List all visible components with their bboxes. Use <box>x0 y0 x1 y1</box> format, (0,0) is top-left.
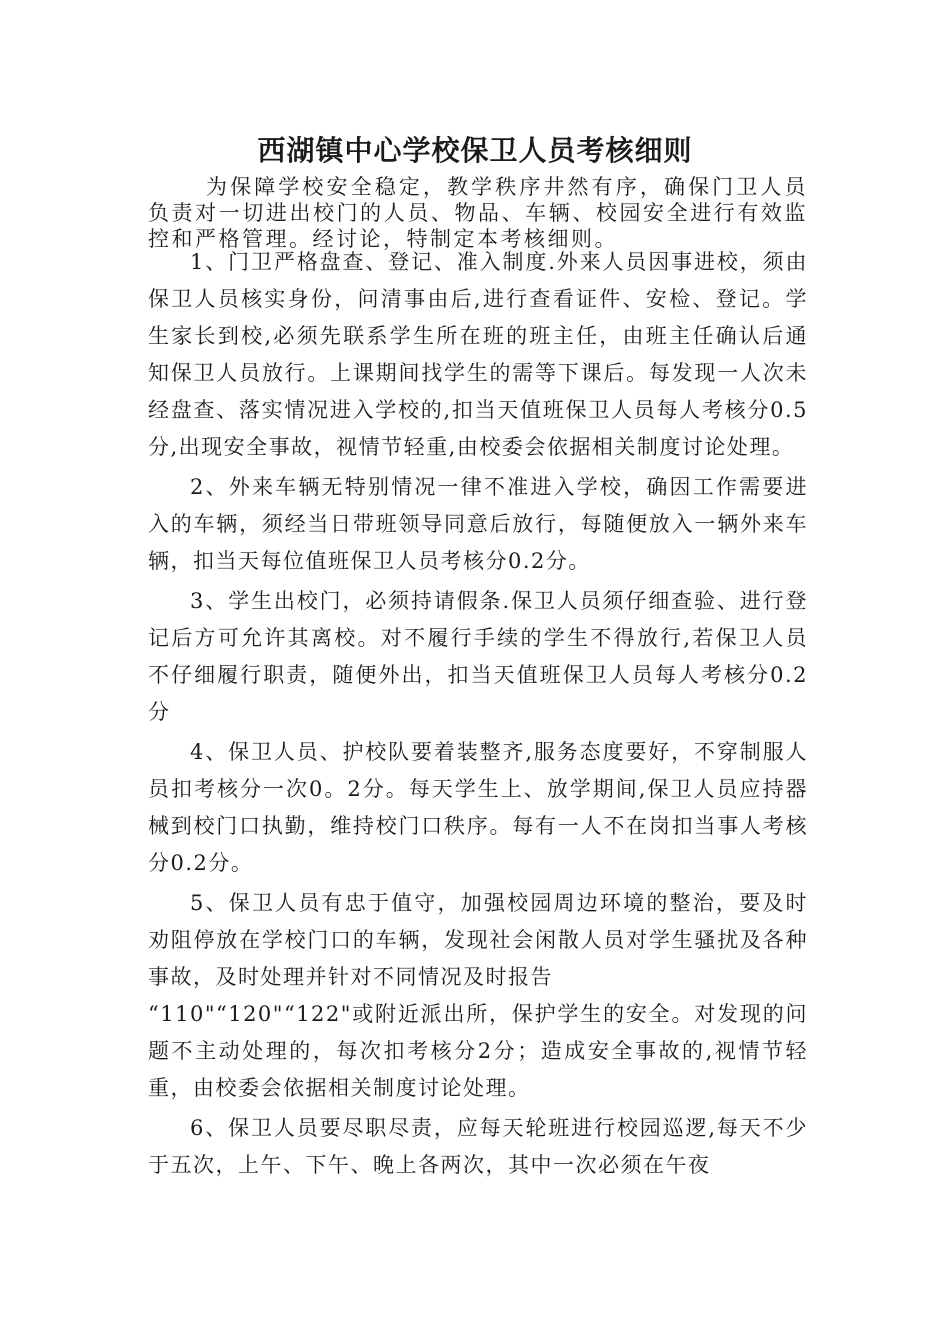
clause-5-part-1: 5、保卫人员有忠于值守，加强校园周边环境的整治，要及时劝阻停放在学校门口的车辆，发现社会闲散人员对学生骚扰及各种事故，及时处理并针对不同情况及时报告 <box>148 891 808 989</box>
clause-3: 3、学生出校门，必须持请假条.保卫人员须仔细查验、进行登记后方可允许其离校。对不履行手续的学生不得放行,若保卫人员不仔细履行职责，随便外出，扣当天值班保卫人员每人考核分0.2分 <box>148 589 808 724</box>
clause-6: 6、保卫人员要尽职尽责，应每天轮班进行校园巡逻,每天不少于五次，上午、下午、晚上各两次，其中一次必须在午夜 <box>148 1116 808 1177</box>
clause-1: 1、门卫严格盘查、登记、准入制度.外来人员因事进校，须由保卫人员核实身份，问清事由后,进行查看证件、安检、登记。学生家长到校,必须先联系学生所在班的班主任，由班主任确认后通知保卫人员放行。上课期间找学生的需等下课后。每发现一人次未经盘查、落实情况进入学校的,扣当天值班保卫人员每人考核分0.5分,出现安全事故，视情节轻重,由校委会依据相关制度讨论处理。 <box>148 250 808 459</box>
clause-5-part-2: “110"“120"“122"或附近派出所，保护学生的安全。对发现的问题不主动处理的，每次扣考核分2分；造成安全事故的,视情节轻重，由校委会依据相关制度讨论处理。 <box>148 1002 808 1100</box>
document-title: 西湖镇中心学校保卫人员考核细则 <box>257 134 693 167</box>
clause-4: 4、保卫人员、护校队要着装整齐,服务态度要好，不穿制服人员扣考核分一次0。2分。每天学生上、放学期间,保卫人员应持器械到校门口执勤，维持校门口秩序。每有一人不在岗扣当事人考核分0.2分。 <box>148 740 808 875</box>
clause-2: 2、外来车辆无特别情况一律不准进入学校，确因工作需要进入的车辆，须经当日带班领导同意后放行，每随便放入一辆外来车辆，扣当天每位值班保卫人员考核分0.2分。 <box>148 475 808 573</box>
clause-5 <box>148 885 808 1107</box>
intro-paragraph: 为保障学校安全稳定，教学秩序井然有序，确保门卫人员负责对一切进出校门的人员、物品、车辆、校园安全进行有效监控和严格管理。经讨论，特制定本考核细则。 <box>148 175 808 251</box>
clause-list <box>148 244 808 1187</box>
